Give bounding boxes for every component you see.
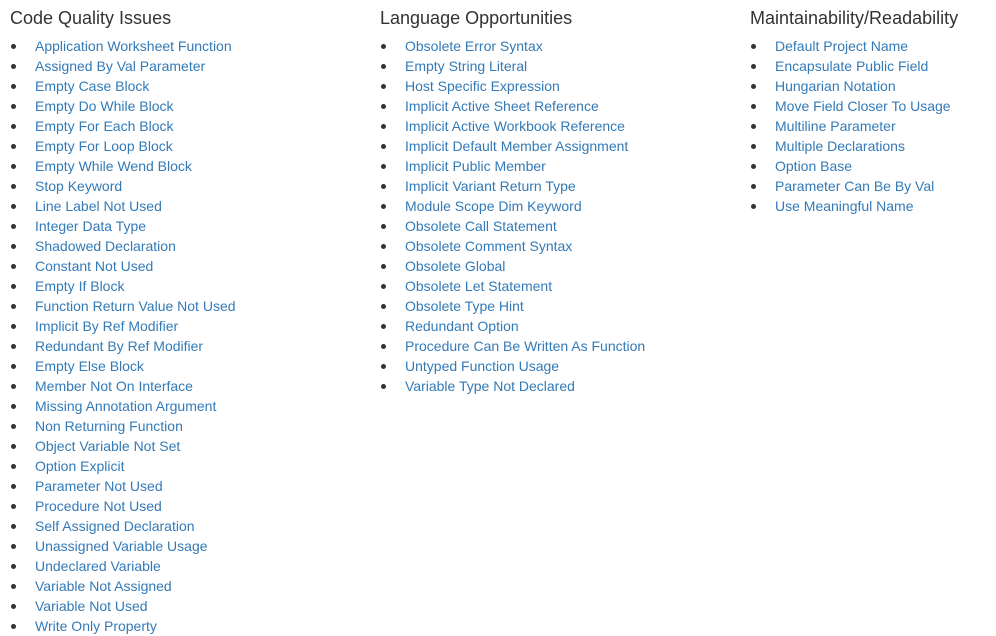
bullet-icon	[381, 204, 386, 209]
inspection-link[interactable]: Shadowed Declaration	[35, 238, 176, 254]
list-item	[380, 276, 740, 296]
list-item	[10, 56, 370, 76]
inspection-link[interactable]: Host Specific Expression	[405, 78, 560, 94]
bullet-icon	[11, 364, 16, 369]
bullet-icon	[751, 164, 756, 169]
list-item	[380, 56, 740, 76]
list-item	[380, 196, 740, 216]
inspection-link[interactable]: Variable Not Used	[35, 598, 148, 614]
inspection-link[interactable]: Use Meaningful Name	[775, 198, 914, 214]
inspection-link[interactable]: Assigned By Val Parameter	[35, 58, 206, 74]
inspection-link[interactable]: Procedure Not Used	[35, 498, 162, 514]
inspection-link[interactable]: Obsolete Error Syntax	[405, 38, 543, 54]
bullet-icon	[11, 524, 16, 529]
inspection-link[interactable]: Obsolete Call Statement	[405, 218, 557, 234]
inspection-link[interactable]: Implicit Public Member	[405, 158, 546, 174]
list-item	[750, 176, 990, 196]
bullet-icon	[11, 544, 16, 549]
list-item	[10, 236, 370, 256]
bullet-icon	[11, 404, 16, 409]
inspection-link[interactable]: Implicit Default Member Assignment	[405, 138, 629, 154]
bullet-icon	[11, 324, 16, 329]
list-item	[10, 476, 370, 496]
inspection-link[interactable]: Implicit Active Workbook Reference	[405, 118, 625, 134]
inspection-link[interactable]: Option Base	[775, 158, 853, 174]
bullet-icon	[381, 164, 386, 169]
bullet-icon	[11, 264, 16, 269]
bullet-icon	[751, 104, 756, 109]
inspection-link[interactable]: Move Field Closer To Usage	[775, 98, 951, 114]
list-item	[380, 116, 740, 136]
list-item	[380, 216, 740, 236]
inspection-link[interactable]: Non Returning Function	[35, 418, 183, 434]
bullet-icon	[751, 44, 756, 49]
inspection-link[interactable]: Application Worksheet Function	[35, 38, 232, 54]
bullet-icon	[11, 464, 16, 469]
inspection-link[interactable]: Constant Not Used	[35, 258, 154, 274]
list-item	[380, 156, 740, 176]
list-item	[10, 596, 370, 616]
bullet-icon	[381, 84, 386, 89]
inspection-link[interactable]: Obsolete Comment Syntax	[405, 238, 573, 254]
list-item	[750, 76, 990, 96]
inspection-link[interactable]: Empty While Wend Block	[35, 158, 192, 174]
column-language-opportunities	[380, 0, 740, 396]
inspection-link[interactable]: Multiple Declarations	[775, 138, 905, 154]
bullet-icon	[381, 124, 386, 129]
inspection-link[interactable]: Obsolete Let Statement	[405, 278, 553, 294]
bullet-icon	[751, 124, 756, 129]
list-item	[380, 136, 740, 156]
list-item	[10, 516, 370, 536]
bullet-icon	[751, 144, 756, 149]
bullet-icon	[381, 144, 386, 149]
inspection-link[interactable]: Member Not On Interface	[35, 378, 193, 394]
list-item	[10, 416, 370, 436]
bullet-icon	[11, 244, 16, 249]
bullet-icon	[381, 264, 386, 269]
inspection-link[interactable]: Empty Do While Block	[35, 98, 174, 114]
bullet-icon	[11, 124, 16, 129]
inspection-link[interactable]: Line Label Not Used	[35, 198, 162, 214]
inspection-list	[380, 36, 740, 396]
column-title: Language Opportunities	[380, 8, 573, 28]
list-item	[380, 36, 740, 56]
list-item	[10, 456, 370, 476]
bullet-icon	[11, 344, 16, 349]
bullet-icon	[11, 584, 16, 589]
list-item	[750, 96, 990, 116]
bullet-icon	[11, 104, 16, 109]
list-item	[380, 296, 740, 316]
bullet-icon	[11, 184, 16, 189]
list-item	[380, 356, 740, 376]
inspection-link[interactable]: Hungarian Notation	[775, 78, 896, 94]
bullet-icon	[11, 564, 16, 569]
bullet-icon	[751, 184, 756, 189]
bullet-icon	[11, 64, 16, 69]
bullet-icon	[381, 364, 386, 369]
list-item	[10, 96, 370, 116]
list-item	[10, 316, 370, 336]
inspection-link[interactable]: Parameter Can Be By Val	[775, 178, 935, 194]
bullet-icon	[381, 104, 386, 109]
list-item	[10, 576, 370, 596]
bullet-icon	[11, 224, 16, 229]
list-item	[380, 256, 740, 276]
bullet-icon	[381, 284, 386, 289]
list-item	[10, 536, 370, 556]
inspection-link[interactable]: Empty For Loop Block	[35, 138, 173, 154]
inspection-list	[10, 36, 370, 636]
bullet-icon	[381, 44, 386, 49]
column-maintainability-readability	[750, 0, 990, 216]
bullet-icon	[11, 604, 16, 609]
list-item	[10, 616, 370, 636]
inspection-link[interactable]: Empty For Each Block	[35, 118, 174, 134]
inspection-link[interactable]: Object Variable Not Set	[35, 438, 181, 454]
list-item	[10, 116, 370, 136]
list-item	[10, 36, 370, 56]
list-item	[750, 196, 990, 216]
list-item	[380, 316, 740, 336]
bullet-icon	[751, 84, 756, 89]
bullet-icon	[11, 284, 16, 289]
inspection-link[interactable]: Unassigned Variable Usage	[35, 538, 208, 554]
list-item	[10, 396, 370, 416]
list-item	[750, 116, 990, 136]
inspection-link[interactable]: Write Only Property	[35, 618, 157, 634]
bullet-icon	[11, 424, 16, 429]
list-item	[10, 136, 370, 156]
bullet-icon	[381, 244, 386, 249]
list-item	[10, 336, 370, 356]
list-item	[380, 176, 740, 196]
bullet-icon	[11, 84, 16, 89]
inspection-link[interactable]: Option Explicit	[35, 458, 125, 474]
list-item	[10, 296, 370, 316]
column-title: Maintainability/Readability	[750, 8, 959, 28]
list-item	[380, 336, 740, 356]
list-item	[750, 56, 990, 76]
inspection-link[interactable]: Empty If Block	[35, 278, 125, 294]
inspection-link[interactable]: Implicit Variant Return Type	[405, 178, 576, 194]
bullet-icon	[381, 184, 386, 189]
list-item	[10, 216, 370, 236]
bullet-icon	[381, 64, 386, 69]
bullet-icon	[11, 384, 16, 389]
inspection-link[interactable]: Obsolete Global	[405, 258, 506, 274]
bullet-icon	[11, 484, 16, 489]
bullet-icon	[751, 64, 756, 69]
list-item	[750, 156, 990, 176]
inspection-link[interactable]: Self Assigned Declaration	[35, 518, 195, 534]
inspection-link[interactable]: Implicit Active Sheet Reference	[405, 98, 599, 114]
bullet-icon	[381, 384, 386, 389]
inspection-link[interactable]: Obsolete Type Hint	[405, 298, 524, 314]
bullet-icon	[11, 144, 16, 149]
bullet-icon	[381, 324, 386, 329]
list-item	[750, 136, 990, 156]
inspection-link[interactable]: Empty Else Block	[35, 358, 144, 374]
inspection-link[interactable]: Parameter Not Used	[35, 478, 163, 494]
list-item	[10, 436, 370, 456]
list-item	[750, 36, 990, 56]
list-item	[380, 376, 740, 396]
inspection-link[interactable]: Undeclared Variable	[35, 558, 161, 574]
inspection-link[interactable]: Stop Keyword	[35, 178, 123, 194]
list-item	[10, 196, 370, 216]
bullet-icon	[751, 204, 756, 209]
bullet-icon	[11, 504, 16, 509]
inspection-link[interactable]: Implicit By Ref Modifier	[35, 318, 179, 334]
inspection-link[interactable]: Function Return Value Not Used	[35, 298, 236, 314]
bullet-icon	[381, 224, 386, 229]
bullet-icon	[11, 204, 16, 209]
bullet-icon	[381, 304, 386, 309]
inspection-link[interactable]: Multiline Parameter	[775, 118, 896, 134]
inspection-link[interactable]: Redundant By Ref Modifier	[35, 338, 204, 354]
inspection-link[interactable]: Empty String Literal	[405, 58, 528, 74]
list-item	[380, 96, 740, 116]
bullet-icon	[11, 304, 16, 309]
list-item	[10, 76, 370, 96]
inspection-link[interactable]: Module Scope Dim Keyword	[405, 198, 582, 214]
inspection-link[interactable]: Default Project Name	[775, 38, 909, 54]
list-item	[10, 176, 370, 196]
column-code-quality-issues	[10, 0, 370, 636]
inspection-link[interactable]: Empty Case Block	[35, 78, 150, 94]
list-item	[10, 276, 370, 296]
list-item	[10, 496, 370, 516]
bullet-icon	[11, 624, 16, 629]
list-item	[10, 356, 370, 376]
list-item	[10, 156, 370, 176]
list-item	[10, 256, 370, 276]
list-item	[10, 556, 370, 576]
column-title: Code Quality Issues	[10, 8, 172, 28]
inspection-link[interactable]: Redundant Option	[405, 318, 519, 334]
list-item	[380, 236, 740, 256]
bullet-icon	[11, 44, 16, 49]
inspection-link[interactable]: Variable Type Not Declared	[405, 378, 575, 394]
inspection-link[interactable]: Encapsulate Public Field	[775, 58, 929, 74]
inspection-link[interactable]: Procedure Can Be Written As Function	[405, 338, 646, 354]
bullet-icon	[11, 444, 16, 449]
inspection-link[interactable]: Integer Data Type	[35, 218, 147, 234]
list-item	[10, 376, 370, 396]
inspection-list	[750, 36, 990, 216]
list-item	[380, 76, 740, 96]
inspection-link[interactable]: Untyped Function Usage	[405, 358, 560, 374]
bullet-icon	[11, 164, 16, 169]
bullet-icon	[381, 344, 386, 349]
inspection-link[interactable]: Missing Annotation Argument	[35, 398, 217, 414]
inspection-link[interactable]: Variable Not Assigned	[35, 578, 172, 594]
